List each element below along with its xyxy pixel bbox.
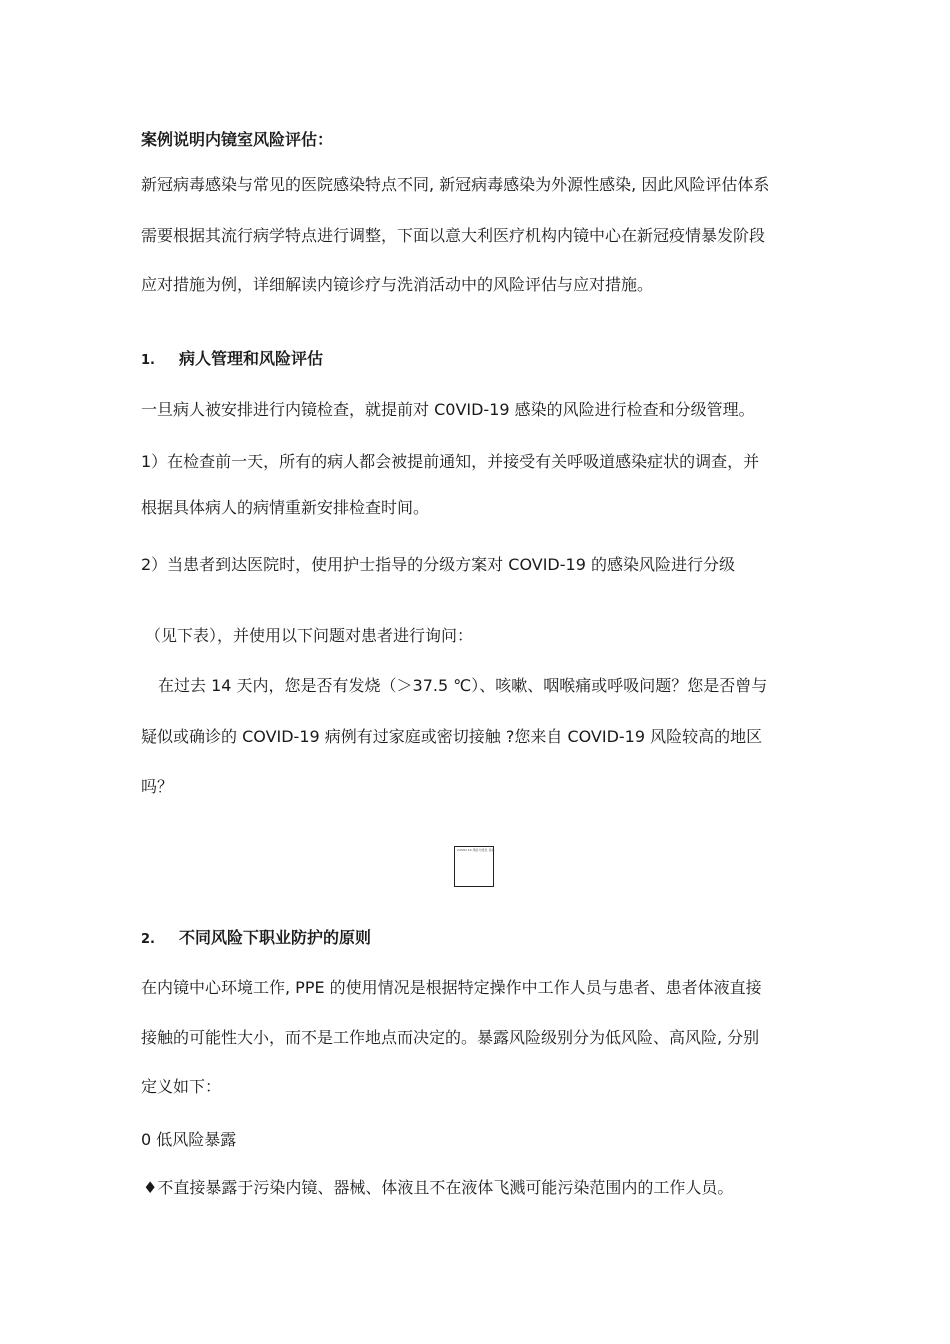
section-2-line-3: 定义如下： (141, 1077, 222, 1096)
embedded-table-caption: COVID-19 风险分级表 表格 (457, 848, 495, 852)
section-2-line-4: 0 低风险暴露 (141, 1130, 237, 1149)
section-2-title: 不同风险下职业防护的原则 (179, 928, 372, 947)
section-2-number: 2. (141, 932, 155, 947)
section-1-line-3: 根据具体病人的病情重新安排检查时间。 (141, 498, 430, 517)
intro-line-2: 需要根据其流行病学特点进行调整，下面以意大利医疗机构内镜中心在新冠疫情暴发阶段 (141, 226, 766, 245)
section-1-line-7: 疑似或确诊的 COVID-19 病例有过家庭或密切接触 ?您来自 COVID-19 风险较高的地区 (141, 727, 763, 746)
section-1-line-2: 1）在检查前一天，所有的病人都会被提前通知，并接受有关呼吸道感染症状的调查，并 (141, 452, 760, 471)
section-2-line-2: 接触的可能性大小，而不是工作地点而决定的。暴露风险级别分为低风险、高风险, 分别 (141, 1028, 760, 1047)
section-1-line-8: 吗？ (141, 777, 174, 796)
section-1-line-1: 一旦病人被安排进行内镜检查，就提前对 C0VID-19 感染的风险进行检查和分级管理。 (141, 400, 755, 419)
section-1-title: 病人管理和风险评估 (179, 349, 324, 368)
section-1-heading (141, 349, 323, 371)
page-title: 案例说明内镜室风险评估： (141, 130, 334, 149)
embedded-table-image (454, 846, 494, 887)
section-1-line-6: 在过去 14 天内，您是否有发烧（＞37.5 ℃）、咳嗽、咽喉痛或呼吸问题？您是否曾与 (158, 676, 768, 695)
intro-line-3: 应对措施为例，详细解读内镜诊疗与洗消活动中的风险评估与应对措施。 (141, 275, 654, 294)
section-2-line-1: 在内镜中心环境工作, PPE 的使用情况是根据特定操作中工作人员与患者、患者体液直接 (141, 978, 762, 997)
section-2-heading (141, 928, 371, 950)
section-1-number: 1. (141, 353, 155, 368)
section-1-line-5: （见下表），并使用以下问题对患者进行询问： (145, 626, 474, 645)
section-1-line-4: 2）当患者到达医院时，使用护士指导的分级方案对 COVID-19 的感染风险进行分级 (141, 555, 735, 574)
section-2-line-5: ♦不直接暴露于污染内镜、器械、体液且不在液体飞溅可能污染范围内的工作人员。 (143, 1178, 734, 1197)
intro-line-1: 新冠病毒感染与常见的医院感染特点不同, 新冠病毒感染为外源性感染, 因此风险评估体系 (141, 175, 770, 194)
